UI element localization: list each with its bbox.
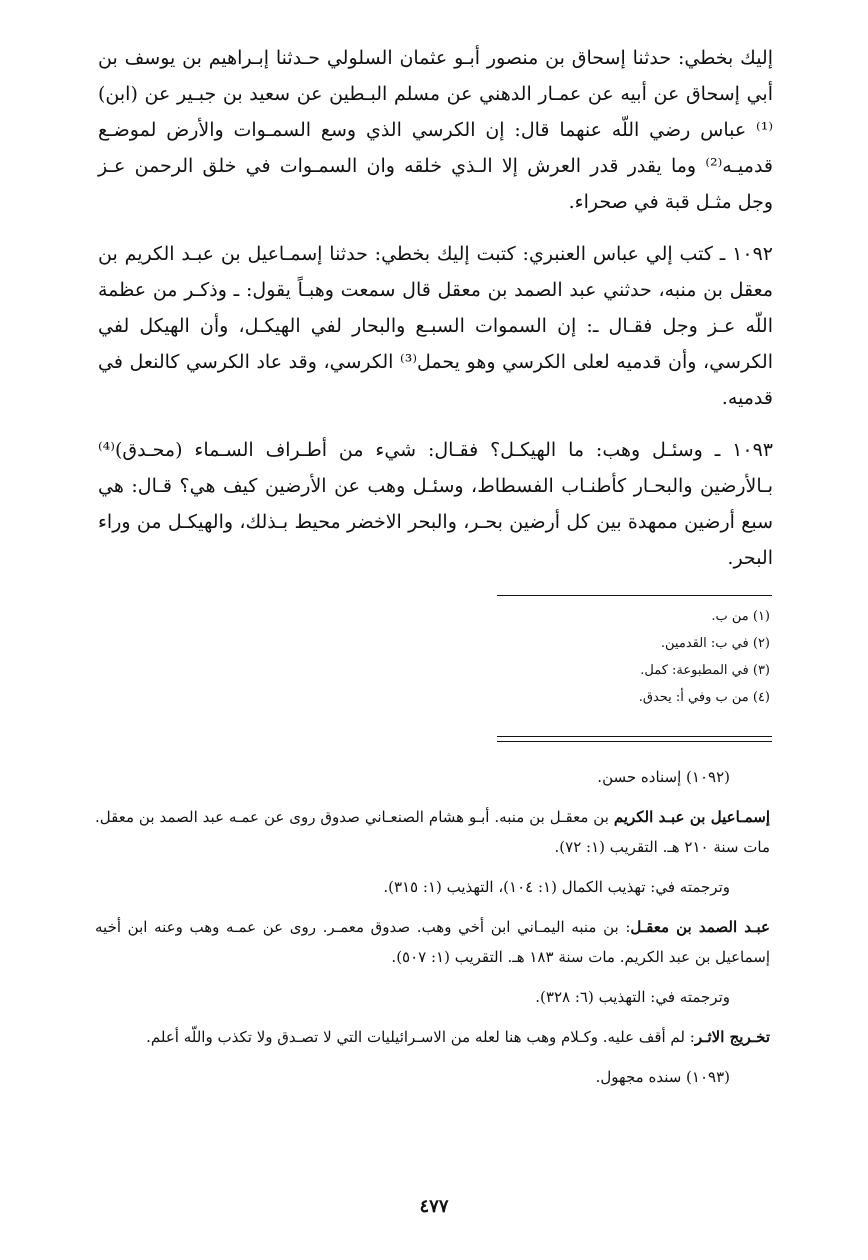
narrator-bio: بن معقـل بن منبه. أبـو هشام الصنعـاني صدوق روى عن عمـه عبد الصمد بن معقل. مات سنة ٢١٠ هـ. التقريب (١: ٧٢). — [95, 808, 770, 856]
footnote: (١) من ب. — [711, 609, 770, 624]
paragraph: إليك بخطي: حدثنا إسحاق بن منصور أبـو عثمان السلولي حـدثنا إبـراهيم بن يوسف بن أبي إسحاق عن أبيه عن عمـار الدهني عن مسلم البـطين عن سعيد بن جبـير عن (ابن)⁽¹⁾ عباس رضي اللّه عنهما قال: إن الكرسي الذي وسع السمـوات والأرض لموضـع قدميـه⁽²⁾ وما يقدر قدر العرش إلا الـذي خلقه وان السمـوات في خلق الرحمن عـز وجل مثـل قبة في صحراء. — [98, 47, 773, 213]
narrator-name: عبـد الصمد بن معقـل — [630, 918, 770, 936]
note-narrator-abdussamad — [95, 912, 770, 972]
footnote: (٢) في ب: القدمين. — [660, 636, 770, 651]
commentary-divider — [497, 736, 772, 742]
note-references: وترجمته في: التهذيب (٦: ٣٢٨). — [535, 988, 730, 1006]
paragraph: ١٠٩٢ ـ كتب إلي عباس العنبري: كتبت إليك بخطي: حدثنا إسمـاعيل بن عبـد الكريم بن معقل بن منبه، حدثني عبد الصمد بن معقل قال سمعت وهبـاً يقول: ـ وذكـر من عظمة اللّه عـز وجل فقـال ـ: إن السموات السبـع والبحار لفي الهيكـل، وأن الهيكل لفي الكرسي، وأن قدميه لعلى الكرسي وهو يحمل⁽³⁾ الكرسي، وقد عاد الكرسي كالنعل في قدميه. — [98, 243, 773, 409]
footnote: (٣) في المطبوعة: كمل. — [640, 663, 770, 678]
note-narrator-ismail — [95, 802, 770, 862]
takhrij-label: تخـريج الاثـر — [694, 1028, 770, 1046]
note-isnad-1092: (١٠٩٢) إسناده حسن. — [597, 768, 730, 786]
footnote: (٤) من ب وفي أ: يحدق. — [638, 690, 770, 705]
narrator-name: إسمـاعيل بن عبـد الكريم — [613, 808, 771, 826]
takhrij-text: : لم أقف عليه. وكـلام وهب هنا لعله من الاسـرائيليات التي لا تصـدق ولا تكذب واللّه أعلم. — [146, 1028, 695, 1046]
footnote-divider — [497, 595, 772, 596]
footnotes — [470, 603, 770, 711]
narrator-bio: : بن منبه اليمـاني ابن أخي وهب. صدوق معمـر. روى عن عمـه وهب وعنه ابن أخيه إسماعيل بن عبد الكريم. مات سنة ١٨٣ هـ. التقريب (١: ٥٠٧). — [95, 918, 770, 966]
main-text — [98, 40, 773, 592]
commentary — [95, 762, 770, 1102]
page-number: ٤٧٧ — [419, 1196, 449, 1217]
note-references: وترجمته في: تهذيب الكمال (١: ١٠٤)، التهذيب (١: ٣١٥). — [383, 878, 730, 896]
note-isnad-1093: (١٠٩٣) سنده مجهول. — [595, 1068, 730, 1086]
paragraph: ١٠٩٣ ـ وسئـل وهب: ما الهيكـل؟ فقـال: شيء من أطـراف السـماء (محـدق)⁽⁴⁾ بـالأرضين والبحـار كأطنـاب الفسطاط، وسئـل وهب عن الأرضين كيف هي؟ قـال: هي سبع أرضين ممهدة بين كل أرضين بحـر، والبحر الاخضر محيط بـذلك، والهيكـل من وراء البحر. — [98, 439, 773, 569]
note-takhrij — [95, 1022, 770, 1052]
